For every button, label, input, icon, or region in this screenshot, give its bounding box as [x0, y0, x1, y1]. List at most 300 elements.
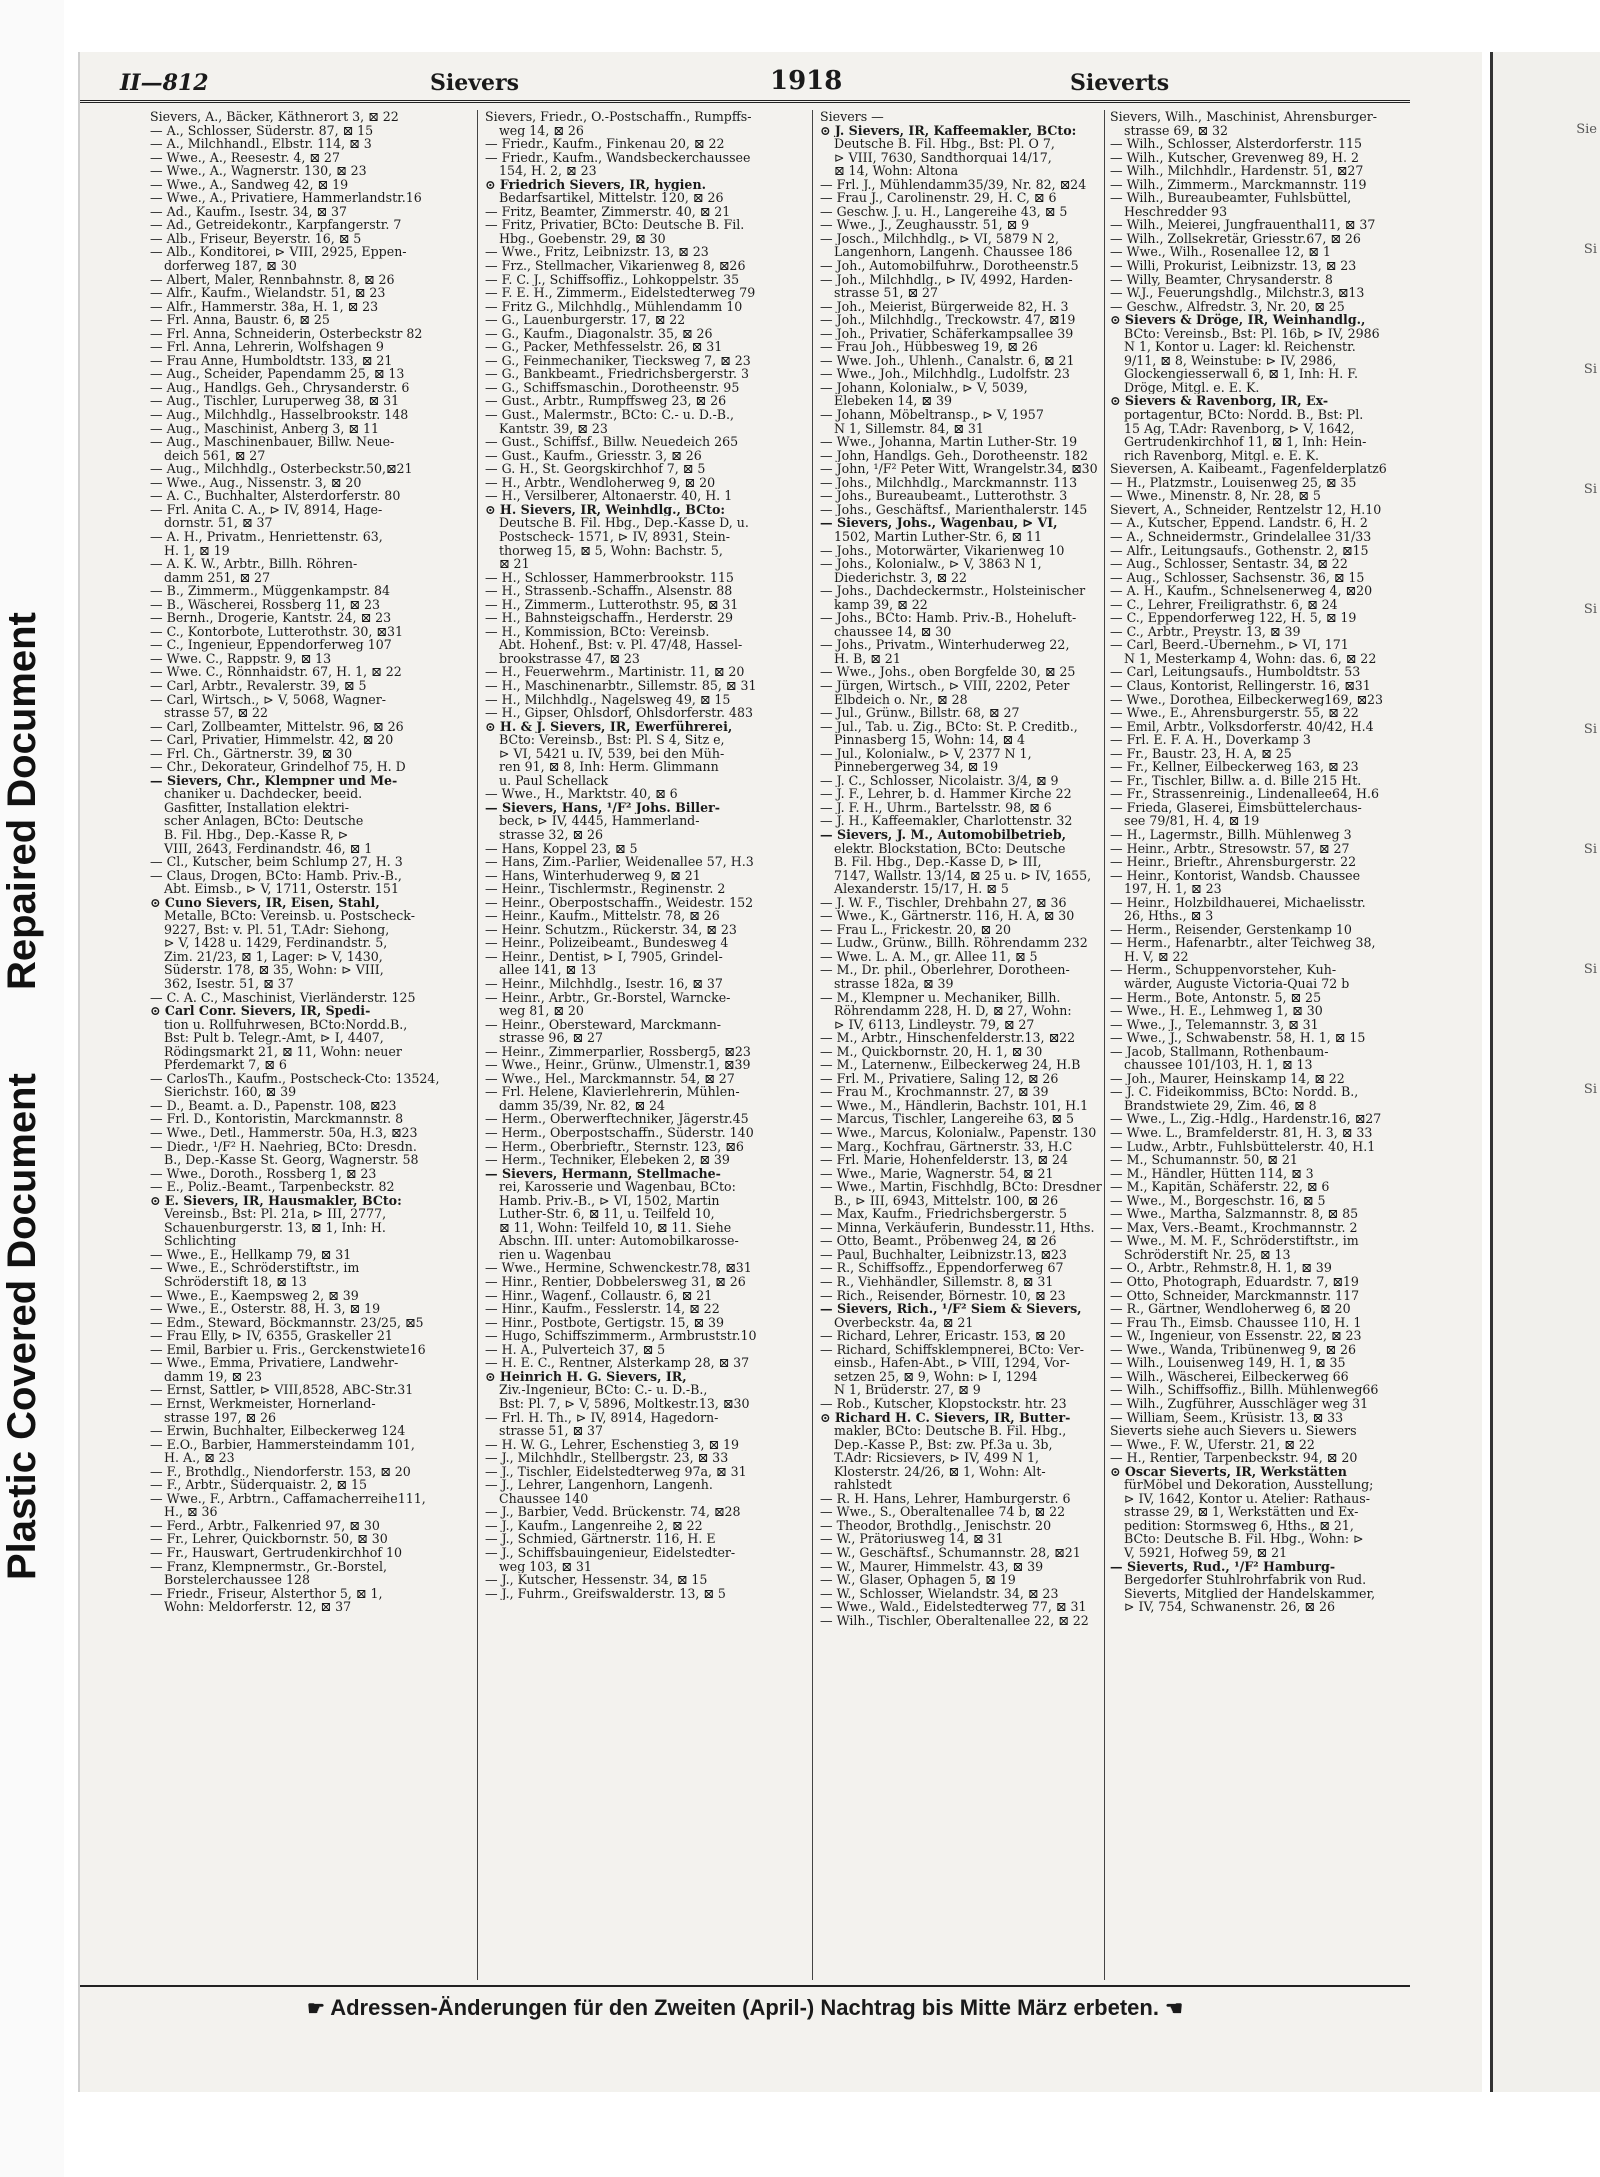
adjacent-page-fragment: Si: [1583, 962, 1597, 977]
directory-entry-line: Sieversen, A. Kaibeamt., Fagenfelderplatz6: [1110, 462, 1387, 476]
directory-entry-line: — G., Bankbeamt., Friedrichsbergerstr. 3: [485, 367, 749, 381]
directory-entry-line: strasse 182a, ⊠ 39: [834, 977, 954, 991]
directory-entry-line: — A. H., Kaufm., Schnelsenerweg 4, ⊠20: [1110, 584, 1373, 598]
directory-entry-line: — Heinr., Oberpostschaffn., Weidestr. 152: [485, 895, 754, 910]
directory-entry-line: Pinnasberg 15, Wohn: 14, ⊠ 4: [834, 733, 1026, 747]
directory-entry-line: — Frl. Anna, Baustr. 6, ⊠ 25: [150, 313, 330, 327]
directory-entry-line: N 1, Brüderstr. 27, ⊠ 9: [834, 1383, 981, 1397]
directory-entry-line: — Wwe., E., Kaempsweg 2, ⊠ 39: [150, 1288, 359, 1303]
directory-entry-line: — Carl, Zollbeamter, Mittelstr. 96, ⊠ 26: [150, 719, 404, 734]
directory-entry-line: B., Dep.-Kasse St. Georg, Wagnerstr. 58: [164, 1153, 419, 1167]
directory-entry-line: — Wwe., A., Sandweg 42, ⊠ 19: [150, 177, 349, 192]
directory-entry-line: tion u. Rollfuhrwesen, BCto:Nordd.B.,: [164, 1017, 408, 1032]
directory-entry-line: — H. A., Pulverteich 37, ⊠ 5: [485, 1342, 666, 1357]
directory-entry-line: — Friedr., Kaufm., Finkenau 20, ⊠ 22: [485, 137, 725, 151]
column-divider: [812, 110, 813, 1980]
directory-entry-line: — Emil, Arbtr., Volksdorferstr. 40/42, H.4: [1110, 719, 1374, 734]
directory-entry-line: 15 Ag, T.Adr: Ravenborg, ⊳ V, 1642,: [1124, 421, 1355, 436]
directory-entry-line: Sievert, A., Schneider, Rentzelstr 12, H.10: [1110, 502, 1382, 517]
directory-entry-line: — Ad., Getreidekontr., Karpfangerstr. 7: [150, 218, 402, 232]
directory-entry-line: — Diedr., ¹/F² H. Naehrieg, BCto: Dresdn.: [150, 1139, 417, 1154]
adjacent-page-edge: [1490, 52, 1600, 2092]
directory-entry-line: — C., Arbtr., Preystr. 13, ⊠ 39: [1110, 624, 1301, 639]
directory-entry-line: — Otto, Beamt., Pröbenweg 24, ⊠ 26: [820, 1234, 1057, 1248]
directory-entry-line: — Geschw., Alfredstr. 3, Nr. 20, ⊠ 25: [1110, 299, 1345, 314]
directory-entry-line: — Fr., Kellner, Eilbeckerweg 163, ⊠ 23: [1110, 760, 1359, 774]
directory-entry-line: einsb., Hafen-Abt., ⊳ VIII, 1294, Vor-: [834, 1356, 1070, 1370]
adjacent-page-fragment: Si: [1583, 602, 1597, 617]
directory-entry-line: — Frl. Helene, Klavierlehrerin, Mühlen-: [485, 1085, 740, 1099]
directory-entry-line: thorweg 15, ⊠ 5, Wohn: Bachstr. 5,: [499, 543, 723, 558]
directory-entry-line: weg 81, ⊠ 20: [499, 1004, 584, 1018]
directory-entry-line: — B., Wäscherei, Rossberg 11, ⊠ 23: [150, 597, 381, 612]
directory-entry-line: ⊙ E. Sievers, IR, Hausmakler, BCto:: [150, 1193, 402, 1208]
directory-entry-line: — Chr., Dekorateur, Grindelhof 75, H. D: [150, 760, 406, 774]
directory-entry-line: ⊳ V, 1428 u. 1429, Ferdinandstr. 5,: [164, 936, 388, 950]
directory-entry-line: Schlichting: [164, 1234, 237, 1248]
directory-entry-line: — Gust., Kaufm., Griesstr. 3, ⊠ 26: [485, 448, 702, 463]
directory-entry-line: — Wilh., Meierei, Jungfrauenthal11, ⊠ 37: [1110, 218, 1376, 232]
directory-entry-line: — Alb., Friseur, Beyerstr. 16, ⊠ 5: [150, 231, 362, 246]
page-header: [80, 62, 1410, 102]
directory-entry-line: pedition: Stormsweg 6, Hths., ⊠ 21,: [1124, 1518, 1354, 1533]
directory-entry-line: — G., Feinmechaniker, Tiecksweg 7, ⊠ 23: [485, 353, 751, 368]
directory-entry-line: dorferweg 187, ⊠ 30: [164, 259, 297, 273]
directory-entry-line: — A., Schlosser, Süderstr. 87, ⊠ 15: [150, 123, 374, 138]
directory-entry-line: — Carl, Arbtr., Revalerstr. 39, ⊠ 5: [150, 678, 367, 693]
directory-entry-line: 7147, Wallstr. 13/14, ⊠ 25 u. ⊳ IV, 1655,: [834, 868, 1092, 883]
directory-entry-line: ⊠ 11, Wohn: Teilfeld 10, ⊠ 11. Siehe: [499, 1220, 732, 1235]
directory-entry-line: Overbeckstr. 4a, ⊠ 21: [834, 1315, 974, 1330]
directory-entry-line: u. Paul Schellack: [499, 773, 609, 788]
directory-entry-line: Abschn. III. unter: Automobilkarosse-: [499, 1234, 739, 1248]
directory-entry-line: — Geschw. J. u. H., Langereihe 43, ⊠ 5: [820, 204, 1068, 219]
directory-entry-line: — H., Gipser, Ohlsdorf, Ohlsdorferstr. 483: [485, 706, 754, 720]
directory-entry-line: — Wwe., E., Schröderstiftstr., im: [150, 1261, 360, 1276]
directory-entry-line: — Frl. H. Th., ⊳ IV, 8914, Hagedorn-: [485, 1410, 719, 1425]
directory-entry-line: — Wwe., Detl., Hammerstr. 50a, H.3, ⊠23: [150, 1126, 418, 1140]
directory-entry-line: strasse 69, ⊠ 32: [1124, 123, 1229, 138]
directory-entry-line: — John, Handlgs. Geh., Dorotheenstr. 182: [820, 448, 1088, 463]
directory-entry-line: — Wwe., Wilh., Rosenallee 12, ⊠ 1: [1110, 245, 1331, 260]
directory-entry-line: — Wilh., Milchhdlr., Hardenstr. 51, ⊠27: [1110, 164, 1364, 178]
directory-entry-line: — Heinr., Milchhdlg., Isestr. 16, ⊠ 37: [485, 977, 723, 991]
directory-entry-line: — Frl. D., Kontoristin, Marckmannstr. 8: [150, 1112, 404, 1127]
side-label-repaired: Repaired Document: [0, 612, 44, 990]
directory-entry-line: — Aug., Milchhdlg., Osterbeckstr.50,⊠21: [150, 462, 413, 476]
directory-entry-line: — Marg., Kochfrau, Gärtnerstr. 33, H.C: [820, 1139, 1073, 1154]
directory-entry-line: — Frl. Marie, Hohenfelderstr. 13, ⊠ 24: [820, 1153, 1068, 1167]
directory-entry-line: — Alfr., Kaufm., Wielandstr. 51, ⊠ 23: [150, 286, 386, 300]
directory-entry-line: — Wwe., H. E., Lehmweg 1, ⊠ 30: [1110, 1004, 1323, 1018]
directory-entry-line: — Aug., Scheider, Papendamm 25, ⊠ 13: [150, 367, 405, 381]
directory-entry-line: Deutsche B. Fil. Hbg., Dep.-Kasse D, u.: [499, 516, 749, 530]
directory-entry-line: — M., Dr. phil., Oberlehrer, Dorotheen-: [820, 963, 1070, 977]
directory-entry-line: — Wilh., Kutscher, Grevenweg 89, H. 2: [1110, 150, 1360, 165]
directory-entry-line: — Wwe., J., Zeughausstr. 51, ⊠ 9: [820, 218, 1030, 232]
directory-entry-line: damm 19, ⊠ 23: [164, 1369, 263, 1384]
directory-entry-line: strasse 51, ⊠ 37: [499, 1424, 604, 1438]
adjacent-page-fragment: Si: [1583, 242, 1597, 257]
directory-entry-line: — Fr., Hauswart, Gertrudenkirchhof 10: [150, 1545, 402, 1560]
directory-entry-line: — J. F., Lehrer, b. d. Hammer Kirche 22: [820, 787, 1072, 801]
directory-entry-line: B. Fil. Hbg., Dep.-Kasse D, ⊳ III,: [834, 855, 1042, 869]
directory-entry-line: ⊙ Sievers & Ravenborg, IR, Ex-: [1110, 394, 1329, 409]
directory-entry-line: 1502, Martin Luther-Str. 6, ⊠ 11: [834, 529, 1042, 544]
directory-entry-line: makler, BCto: Deutsche B. Fil. Hbg.,: [834, 1424, 1067, 1438]
directory-entry-line: 26, Hths., ⊠ 3: [1124, 909, 1214, 923]
directory-entry-line: rei, Karosserie und Wagenbau, BCto:: [499, 1180, 736, 1194]
directory-entry-line: Sievers, Wilh., Maschinist, Ahrensburger-: [1110, 110, 1378, 124]
directory-entry-line: 362, Isestr. 51, ⊠ 37: [164, 977, 294, 991]
directory-entry-line: — Wilh., Zugführer, Ausschläger weg 31: [1110, 1396, 1369, 1411]
directory-entry-line: — G., Lauenburgerstr. 17, ⊠ 22: [485, 313, 686, 327]
directory-entry-line: — A., Kutscher, Eppend. Landstr. 6, H. 2: [1110, 516, 1368, 530]
directory-entry-line: H. 1, ⊠ 19: [164, 543, 230, 558]
directory-entry-line: — Hans, Zim.-Parlier, Weidenallee 57, H.3: [485, 855, 754, 869]
directory-entry-line: chaniker u. Dachdecker, beeid.: [164, 787, 363, 801]
directory-entry-line: Pinnebergerweg 34, ⊠ 19: [834, 760, 999, 774]
directory-entry-line: — Max, Vers.-Beamt., Krochmannstr. 2: [1110, 1220, 1358, 1235]
directory-entry-line: Wohn: Meldorferstr. 12, ⊠ 37: [164, 1600, 352, 1614]
directory-entry-line: — Ernst, Werkmeister, Hornerland-: [150, 1396, 376, 1411]
directory-entry-line: — Herm., Oberpostschaffn., Süderstr. 140: [485, 1126, 754, 1140]
directory-entry-line: — Johs., BCto: Hamb. Priv.-B., Hoheluft-: [820, 611, 1077, 625]
directory-entry-line: — Herm., Oberbrieftr., Sternstr. 123, ⊠6: [485, 1139, 744, 1154]
directory-entry-line: ⊳ VI, 5421 u. IV, 539, bei den Müh-: [499, 746, 725, 761]
directory-entry-line: — Wilh., Bureaubeamter, Fuhlsbüttel,: [1110, 191, 1352, 205]
directory-entry-line: Brandstwiete 29, Zim. 46, ⊠ 8: [1124, 1098, 1317, 1113]
directory-entry-line: Bergedorfer Stuhlrohrfabrik von Rud.: [1124, 1573, 1367, 1587]
directory-entry-line: — Frau Joh., Hübbesweg 19, ⊠ 26: [820, 340, 1038, 354]
directory-entry-line: — Ad., Kaufm., Isestr. 34, ⊠ 37: [150, 204, 348, 219]
directory-entry-line: — M., Schumannstr. 50, ⊠ 21: [1110, 1153, 1298, 1167]
directory-entry-line: — Wwe. C., Rönnhaidstr. 67, H. 1, ⊠ 22: [150, 665, 402, 679]
directory-entry-line: — Wwe., S., Oberaltenallee 74 b, ⊠ 22: [820, 1505, 1066, 1519]
directory-entry-line: — C., Lehrer, Freiligrathstr. 6, ⊠ 24: [1110, 597, 1338, 612]
directory-entry-line: — Carl, Privatier, Himmelstr. 42, ⊠ 20: [150, 733, 394, 747]
directory-entry-line: fürMöbel und Dekoration, Ausstellung;: [1124, 1478, 1374, 1492]
directory-entry-line: — Hans, Koppel 23, ⊠ 5: [485, 841, 638, 856]
directory-entry-line: — Wwe., A., Reesestr. 4, ⊠ 27: [150, 150, 340, 165]
directory-entry-line: — Heinr. Schutzm., Rückerstr. 34, ⊠ 23: [485, 922, 737, 937]
directory-entry-line: — Theodor, Brothdlg., Jenischstr. 20: [820, 1518, 1052, 1533]
directory-entry-line: setzen 25, ⊠ 9, Wohn: ⊳ I, 1294: [834, 1369, 1038, 1384]
directory-entry-line: strasse 51, ⊠ 27: [834, 286, 939, 300]
directory-entry-line: rich Ravenborg, Mitgl. e. E. K.: [1124, 448, 1320, 463]
directory-entry-line: — Heinr., Kontorist, Wandsb. Chaussee: [1110, 868, 1361, 883]
directory-entry-line: ⊙ Carl Conr. Sievers, IR, Spedi-: [150, 1004, 371, 1018]
directory-entry-line: — Alb., Konditorei, ⊳ VIII, 2925, Eppen-: [150, 245, 407, 260]
directory-entry-line: — Frau M., Krochmannstr. 27, ⊠ 39: [820, 1085, 1049, 1099]
directory-entry-line: — H., Lagermstr., Billh. Mühlenweg 3: [1110, 827, 1352, 842]
directory-entry-line: BCto: Deutsche B. Fil. Hbg., Wohn: ⊳: [1124, 1532, 1364, 1546]
directory-entry-line: Glockengiesserwall 6, ⊠ 1, Inh: H. F.: [1124, 367, 1359, 381]
directory-entry-line: — W., Schlosser, Wielandstr. 34, ⊠ 23: [820, 1586, 1059, 1601]
directory-entry-line: Pferdemarkt 7, ⊠ 6: [164, 1058, 287, 1072]
directory-entry-line: BCto: Vereinsb., Bst: Pl. S 4, Sitz e,: [499, 733, 725, 747]
directory-entry-line: — Marcus, Tischler, Langereihe 63, ⊠ 5: [820, 1112, 1074, 1127]
directory-entry-line: — Friedr., Friseur, Alsterthor 5, ⊠ 1,: [150, 1586, 383, 1601]
directory-entry-line: weg 14, ⊠ 26: [499, 123, 584, 138]
directory-entry-line: ⊙ H. Sievers, IR, Weinhdlg., BCto:: [485, 502, 725, 517]
header-right-name: Sieverts: [1070, 70, 1170, 96]
directory-entry-line: — Willi, Prokurist, Leibnizstr. 13, ⊠ 23: [1110, 259, 1357, 273]
footer-rule: [80, 1985, 1410, 1987]
directory-entry-line: — Frl. E. F. A. H., Doverkamp 3: [1110, 733, 1311, 747]
pointing-hand-icon: ☛: [306, 1998, 325, 2020]
directory-entry-line: wärder, Auguste Victoria-Quai 72 b: [1124, 977, 1350, 991]
directory-entry-line: — Sievers, Hermann, Stellmache-: [485, 1166, 721, 1181]
directory-entry-line: Schröderstift 18, ⊠ 13: [164, 1275, 307, 1289]
directory-entry-line: — Edm., Steward, Böckmannstr. 23/25, ⊠5: [150, 1315, 424, 1330]
directory-entry-line: — Cl., Kutscher, beim Schlump 27, H. 3: [150, 855, 403, 869]
directory-entry-line: — Jacob, Stallmann, Rothenbaum-: [1110, 1044, 1329, 1059]
directory-entry-line: — M., Kapitän, Schäferstr. 22, ⊠ 6: [1110, 1180, 1330, 1194]
directory-entry-line: — Otto, Photograph, Eduardstr. 7, ⊠19: [1110, 1275, 1359, 1289]
directory-entry-line: — J., Fuhrm., Greifswalderstr. 13, ⊠ 5: [485, 1586, 726, 1601]
directory-entry-line: — Heinr., Brieftr., Ahrensburgerstr. 22: [1110, 855, 1357, 869]
directory-entry-line: — Heinr., Arbtr., Stresowstr. 57, ⊠ 27: [1110, 841, 1350, 856]
directory-entry-line: — CarlosTh., Kaufm., Postscheck-Cto: 13524,: [150, 1071, 440, 1086]
directory-entry-line: — Johs., Privatm., Winterhuderweg 22,: [820, 638, 1070, 652]
directory-entry-line: — Wwe., A., Privatiere, Hammerlandstr.16: [150, 191, 422, 205]
directory-entry-line: — Jul., Grünw., Billstr. 68, ⊠ 27: [820, 706, 1020, 720]
adjacent-page-fragment: Si: [1583, 362, 1597, 377]
directory-entry-line: — F. C. J., Schiffsoffiz., Lohkoppelstr. 35: [485, 272, 740, 287]
directory-entry-line: — F. E. H., Zimmerm., Eidelstedterweg 79: [485, 286, 756, 300]
directory-entry-line: damm 251, ⊠ 27: [164, 570, 271, 585]
directory-entry-line: — H., Kommission, BCto: Vereinsb.: [485, 624, 710, 639]
directory-entry-line: — Willy, Beamter, Chrysanderstr. 8: [1110, 272, 1333, 287]
directory-entry-line: — Wwe., Martha, Salzmannstr. 8, ⊠ 85: [1110, 1207, 1359, 1221]
directory-entry-line: — Joh., Privatier, Schäferkampsallee 39: [820, 326, 1074, 341]
directory-entry-line: — Wwe., Hermine, Schwenckestr.78, ⊠31: [485, 1261, 752, 1276]
directory-entry-line: — Aug., Schlosser, Sentastr. 34, ⊠ 22: [1110, 557, 1348, 571]
directory-entry-line: — Wwe., M. M. F., Schröderstiftstr., im: [1110, 1234, 1359, 1248]
directory-entry-line: — Wilh., Zollsekretär, Griesstr.67, ⊠ 26: [1110, 231, 1361, 246]
directory-entry-line: — Frau Anne, Humboldtstr. 133, ⊠ 21: [150, 353, 393, 368]
directory-entry-line: — F., Arbtr., Süderquaistr. 2, ⊠ 15: [150, 1478, 368, 1492]
directory-entry-line: — Aug., Schlosser, Sachsenstr. 36, ⊠ 15: [1110, 570, 1365, 585]
directory-entry-line: — Johs., Kolonialw., ⊳ V, 3863 N 1,: [820, 557, 1042, 571]
directory-entry-line: — Wwe., Fritz, Leibnizstr. 13, ⊠ 23: [485, 245, 709, 260]
directory-entry-line: Dröge, Mitgl. e. E. K.: [1124, 380, 1260, 395]
directory-entry-line: chaussee 101/103, H. 1, ⊠ 13: [1124, 1058, 1313, 1072]
directory-entry-line: Zim. 21/23, ⊠ 1, Lager: ⊳ V, 1430,: [164, 949, 383, 964]
directory-entry-line: — A. K. W., Arbtr., Billh. Röhren-: [150, 557, 358, 571]
directory-entry-line: Bst: Pl. 7, ⊳ V, 5896, Moltkestr.13, ⊠30: [499, 1396, 750, 1411]
directory-entry-line: — Wwe., M., Borgeschstr. 16, ⊠ 5: [1110, 1193, 1326, 1208]
directory-entry-line: Schauenburgerstr. 13, ⊠ 1, Inh: H.: [164, 1220, 386, 1235]
directory-entry-line: — Ernst, Sattler, ⊳ VIII,8528, ABC-Str.31: [150, 1383, 414, 1397]
directory-entry-line: — A., Milchhandl., Elbstr. 114, ⊠ 3: [150, 137, 372, 151]
directory-entry-line: — W., Prätoriusweg 14, ⊠ 31: [820, 1532, 1004, 1546]
directory-entry-line: — Otto, Schneider, Marckmannstr. 117: [1110, 1288, 1360, 1303]
directory-entry-line: kamp 39, ⊠ 22: [834, 597, 928, 612]
adjacent-page-fragment: Si: [1583, 842, 1597, 857]
directory-entry-line: — Wwe., Wald., Eidelstedterweg 77, ⊠ 31: [820, 1600, 1087, 1614]
column-divider: [477, 110, 478, 1980]
directory-entry-line: Elebeken 14, ⊠ 39: [834, 394, 952, 409]
directory-entry-line: — Hinr., Kaufm., Fesslerstr. 14, ⊠ 22: [485, 1302, 720, 1316]
directory-entry-line: — Josch., Milchhdlg., ⊳ VI, 5879 N 2,: [820, 231, 1059, 246]
directory-entry-line: — Fritz G., Milchhdlg., Mühlendamm 10: [485, 299, 743, 314]
directory-entry-line: Vereinsb., Bst: Pl. 21a, ⊳ III, 2777,: [164, 1207, 387, 1221]
directory-entry-line: — Wwe., A., Wagnerstr. 130, ⊠ 23: [150, 164, 367, 178]
directory-entry-line: strasse 32, ⊠ 26: [499, 827, 604, 842]
directory-entry-line: — Ferd., Arbtr., Falkenried 97, ⊠ 30: [150, 1518, 380, 1533]
directory-entry-line: — Fritz, Privatier, BCto: Deutsche B. Fil.: [485, 218, 745, 232]
directory-entry-line: Deutsche B. Fil. Hbg., Bst: Pl. O 7,: [834, 137, 1055, 151]
directory-entry-line: Alexanderstr. 15/17, H. ⊠ 5: [834, 882, 1009, 896]
directory-entry-line: — M., Laternenw., Eilbeckerweg 24, H.B: [820, 1058, 1081, 1072]
directory-entry-line: — Paul, Buchhalter, Leibnizstr.13, ⊠23: [820, 1247, 1067, 1262]
directory-entry-line: H. A., ⊠ 23: [164, 1451, 235, 1465]
directory-entry-line: — Wwe., E., Hellkamp 79, ⊠ 31: [150, 1247, 352, 1262]
directory-entry-line: — B., Zimmerm., Müggenkampstr. 84: [150, 584, 390, 598]
directory-entry-line: — Gust., Schiffsf., Billw. Neuedeich 265: [485, 435, 739, 449]
directory-entry-line: — Heinr., Polizeibeamt., Bundesweg 4: [485, 936, 729, 950]
directory-entry-line: Röhrendamm 228, H. D, ⊠ 27, Wohn:: [834, 1004, 1072, 1018]
directory-entry-line: Metalle, BCto: Vereinsb. u. Postscheck-: [164, 909, 415, 923]
directory-entry-line: — Jürgen, Wirtsch., ⊳ VIII, 2202, Peter: [820, 678, 1070, 693]
directory-entry-line: chaussee 14, ⊠ 30: [834, 624, 952, 639]
directory-entry-line: — Wwe., J., Schwabenstr. 58, H. 1, ⊠ 15: [1110, 1031, 1366, 1045]
directory-entry-line: — Johs., Dachdeckermstr., Holsteinischer: [820, 584, 1086, 598]
directory-entry-line: — Wwe., Heinr., Grünw., Ulmenstr.1, ⊠39: [485, 1058, 751, 1072]
directory-entry-line: — Franz, Klempnermstr., Gr.-Borstel,: [150, 1559, 388, 1574]
directory-entry-line: — E.O., Barbier, Hammersteindamm 101,: [150, 1437, 415, 1452]
directory-entry-line: — Hans, Winterhuderweg 9, ⊠ 21: [485, 868, 701, 883]
directory-entry-line: — Fritz, Beamter, Zimmerstr. 40, ⊠ 21: [485, 204, 731, 219]
directory-entry-line: — Johs., Geschäftsf., Marienthalerstr. 145: [820, 502, 1088, 517]
directory-entry-line: — Wwe., L., Zig.-Hdlg., Hardenstr.16, ⊠27: [1110, 1112, 1382, 1127]
directory-entry-line: — Gust., Malermstr., BCto: C.- u. D.-B.,: [485, 408, 735, 422]
directory-entry-line: — Aug., Milchhdlg., Hasselbrookstr. 148: [150, 408, 409, 422]
adjacent-page-fragment: Si: [1583, 482, 1597, 497]
directory-entry-line: — Jul., Kolonialw., ⊳ V, 2377 N 1,: [820, 746, 1032, 761]
directory-entry-line: — Heinr., Dentist, ⊳ I, 7905, Grindel-: [485, 949, 723, 964]
directory-entry-line: — Joh., Milchhdlg., ⊳ IV, 4992, Harden-: [820, 272, 1073, 287]
directory-entry-line: — Wwe. L., Bramfelderstr. 81, H. 3, ⊠ 33: [1110, 1126, 1373, 1140]
directory-entry-line: Gasfitter, Installation elektri-: [164, 800, 350, 815]
directory-entry-line: Sieverts siehe auch Sievers u. Siewers: [1110, 1424, 1357, 1438]
directory-entry-line: — A. C., Buchhalter, Alsterdorferstr. 80: [150, 489, 401, 503]
directory-entry-line: — Minna, Verkäuferin, Bundesstr.11, Hths.: [820, 1220, 1095, 1235]
directory-entry-line: deich 561, ⊠ 27: [164, 448, 266, 463]
page-number: II—812: [120, 70, 209, 96]
directory-entry-line: Elbdeich o. Nr., ⊠ 28: [834, 692, 968, 707]
directory-entry-line: — M., Klempner u. Mechaniker, Billh.: [820, 990, 1061, 1005]
directory-entry-line: ⊙ Friedrich Sievers, IR, hygien.: [485, 177, 706, 192]
directory-entry-line: Postscheck- 1571, ⊳ IV, 8931, Stein-: [499, 529, 730, 544]
directory-entry-line: — Heinr., Arbtr., Gr.-Borstel, Warncke-: [485, 990, 731, 1005]
directory-entry-line: — Sievers, Rich., ¹/F² Siem & Sievers,: [820, 1302, 1082, 1316]
directory-entry-line: — J., Lehrer, Langenhorn, Langenh.: [485, 1478, 713, 1492]
directory-entry-line: — Joh., Meierist, Bürgerweide 82, H. 3: [820, 299, 1069, 314]
directory-entry-line: rien u. Wagenbau: [499, 1247, 612, 1262]
side-label-plastic: Plastic Covered Document: [0, 1073, 44, 1580]
directory-entry-line: — A. H., Privatm., Henriettenstr. 63,: [150, 529, 383, 544]
directory-entry-line: — C., Eppendorferweg 122, H. 5, ⊠ 19: [1110, 611, 1357, 625]
directory-entry-line: — Sievers, J. M., Automobilbetrieb,: [820, 827, 1067, 842]
directory-entry-line: — Jul., Tab. u. Zig., BCto: St. P. Creditb.,: [820, 719, 1078, 734]
directory-entry-line: — J., Schiffsbauingenieur, Eidelstedter-: [485, 1545, 736, 1560]
directory-entry-line: B., ⊳ III, 6943, Mittelstr. 100, ⊠ 26: [834, 1193, 1059, 1208]
directory-entry-line: — Wilh., Louisenweg 149, H. 1, ⊠ 35: [1110, 1356, 1346, 1370]
directory-entry-line: — H., Platzmstr., Louisenweg 25, ⊠ 35: [1110, 475, 1357, 490]
directory-entry-line: — Wwe., Aug., Nissenstr. 3, ⊠ 20: [150, 475, 362, 490]
directory-entry-line: — J. H., Kaffeemakler, Charlottenstr. 32: [820, 814, 1073, 828]
directory-entry-line: scher Anlagen, BCto: Deutsche: [164, 814, 364, 828]
directory-entry-line: — Fr., Baustr. 23, H. A, ⊠ 25: [1110, 746, 1292, 761]
directory-entry-line: — Alfr., Hammerstr. 38a, H. 1, ⊠ 23: [150, 299, 379, 314]
directory-entry-line: — Albert, Maler, Rennbahnstr. 8, ⊠ 26: [150, 272, 395, 287]
directory-entry-line: — Frl. Ch., Gärtnerstr. 39, ⊠ 30: [150, 746, 353, 761]
directory-entry-line: — Aug., Maschinist, Anberg 3, ⊠ 11: [150, 421, 380, 436]
directory-entry-line: — Frl. Anna, Schneiderin, Osterbeckstr 82: [150, 326, 423, 341]
directory-entry-line: — Wilh., Zimmerm., Marckmannstr. 119: [1110, 177, 1367, 192]
column-3: [820, 110, 1140, 1980]
directory-entry-line: portagentur, BCto: Nordd. B., Bst: Pl.: [1124, 408, 1364, 422]
directory-entry-line: N 1, Mesterkamp 4, Wohn: das. 6, ⊠ 22: [1124, 651, 1377, 666]
directory-entry-line: strasse 96, ⊠ 27: [499, 1031, 604, 1045]
directory-entry-line: — J. C. Fideikommiss, BCto: Nordd. B.,: [1110, 1085, 1359, 1099]
directory-entry-line: — H., Bahnsteigschaffn., Herderstr. 29: [485, 611, 734, 625]
directory-entry-line: 154, H. 2, ⊠ 23: [499, 164, 597, 178]
directory-entry-line: — Hugo, Schiffszimmerm., Armbruststr.10: [485, 1329, 757, 1343]
directory-entry-line: ⊳ IV, 6113, Lindleystr. 79, ⊠ 27: [834, 1017, 1035, 1032]
directory-entry-line: — J. C., Schlosser, Nicolaistr. 3/4, ⊠ 9: [820, 773, 1059, 788]
directory-entry-line: — Friedr., Kaufm., Wandsbeckerchaussee: [485, 150, 751, 165]
directory-entry-line: — Sieverts, Rud., ¹/F² Hamburg-: [1110, 1559, 1336, 1574]
directory-entry-line: — J., Barbier, Vedd. Brückenstr. 74, ⊠28: [485, 1505, 741, 1519]
directory-entry-line: ⊠ 14, Wohn: Altona: [834, 164, 959, 178]
directory-entry-line: dornstr. 51, ⊠ 37: [164, 516, 273, 530]
directory-entry-line: ⊙ J. Sievers, IR, Kaffeemakler, BCto:: [820, 123, 1077, 138]
directory-entry-line: — W., Geschäftsf., Schumannstr. 28, ⊠21: [820, 1545, 1081, 1560]
directory-entry-line: — Frl. M., Privatiere, Saling 12, ⊠ 26: [820, 1071, 1059, 1086]
directory-entry-line: — Herm., Oberwerftechniker, Jägerstr.45: [485, 1112, 749, 1127]
directory-entry-line: — Aug., Handlgs. Geh., Chrysanderstr. 6: [150, 380, 410, 395]
directory-entry-line: — John, ¹/F² Peter Witt, Wrangelstr.34, ⊠30: [820, 462, 1098, 476]
directory-entry-line: Klosterstr. 24/26, ⊠ 1, Wohn: Alt-: [834, 1464, 1046, 1479]
directory-entry-line: — Wwe., Emma, Privatiere, Landwehr-: [150, 1356, 399, 1370]
directory-entry-line: — Wwe., Joh., Milchhdlg., Ludolfstr. 23: [820, 367, 1070, 381]
directory-entry-line: — Carl, Leitungsaufs., Humboldtstr. 53: [1110, 665, 1361, 679]
directory-entry-line: — Wwe., Doroth., Rossberg 1, ⊠ 23: [150, 1166, 377, 1181]
directory-entry-line: — Wilh., Schlosser, Alsterdorferstr. 115: [1110, 137, 1363, 151]
directory-entry-line: Dep.-Kasse P., Bst: zw. Pf.3a u. 3b,: [834, 1437, 1053, 1452]
directory-entry-line: — W., Maurer, Himmelstr. 43, ⊠ 39: [820, 1559, 1044, 1574]
directory-entry-line: — G., Packer, Methfesselstr. 26, ⊠ 31: [485, 340, 723, 354]
directory-entry-line: Abt. Eimsb., ⊳ V, 1711, Osterstr. 151: [164, 882, 399, 896]
directory-entry-line: — M., Quickbornstr. 20, H. 1, ⊠ 30: [820, 1044, 1043, 1059]
directory-entry-line: — Ludw., Arbtr., Fuhlsbüttelerstr. 40, H.1: [1110, 1139, 1376, 1154]
header-rule: [80, 100, 1410, 103]
adjacent-page-fragment: Si: [1583, 1082, 1597, 1097]
directory-entry-line: — O., Arbtr., Rehmstr.8, H. 1, ⊠ 39: [1110, 1261, 1332, 1276]
directory-entry-line: — C., Ingenieur, Eppendorferweg 107: [150, 638, 392, 652]
directory-entry-line: Kantstr. 39, ⊠ 23: [499, 421, 608, 436]
directory-entry-line: weg 103, ⊠ 31: [499, 1559, 592, 1574]
directory-entry-line: — Wwe., Marcus, Kolonialw., Papenstr. 130: [820, 1126, 1097, 1140]
directory-entry-line: — H., Arbtr., Wendloherweg 9, ⊠ 20: [485, 475, 716, 490]
directory-entry-line: Sievers, Friedr., O.-Postschaffn., Rumpffs-: [485, 110, 752, 124]
directory-entry-line: — Wwe., Dorothea, Eilbeckerweg169, ⊠23: [1110, 692, 1384, 707]
directory-entry-line: allee 141, ⊠ 13: [499, 963, 597, 977]
